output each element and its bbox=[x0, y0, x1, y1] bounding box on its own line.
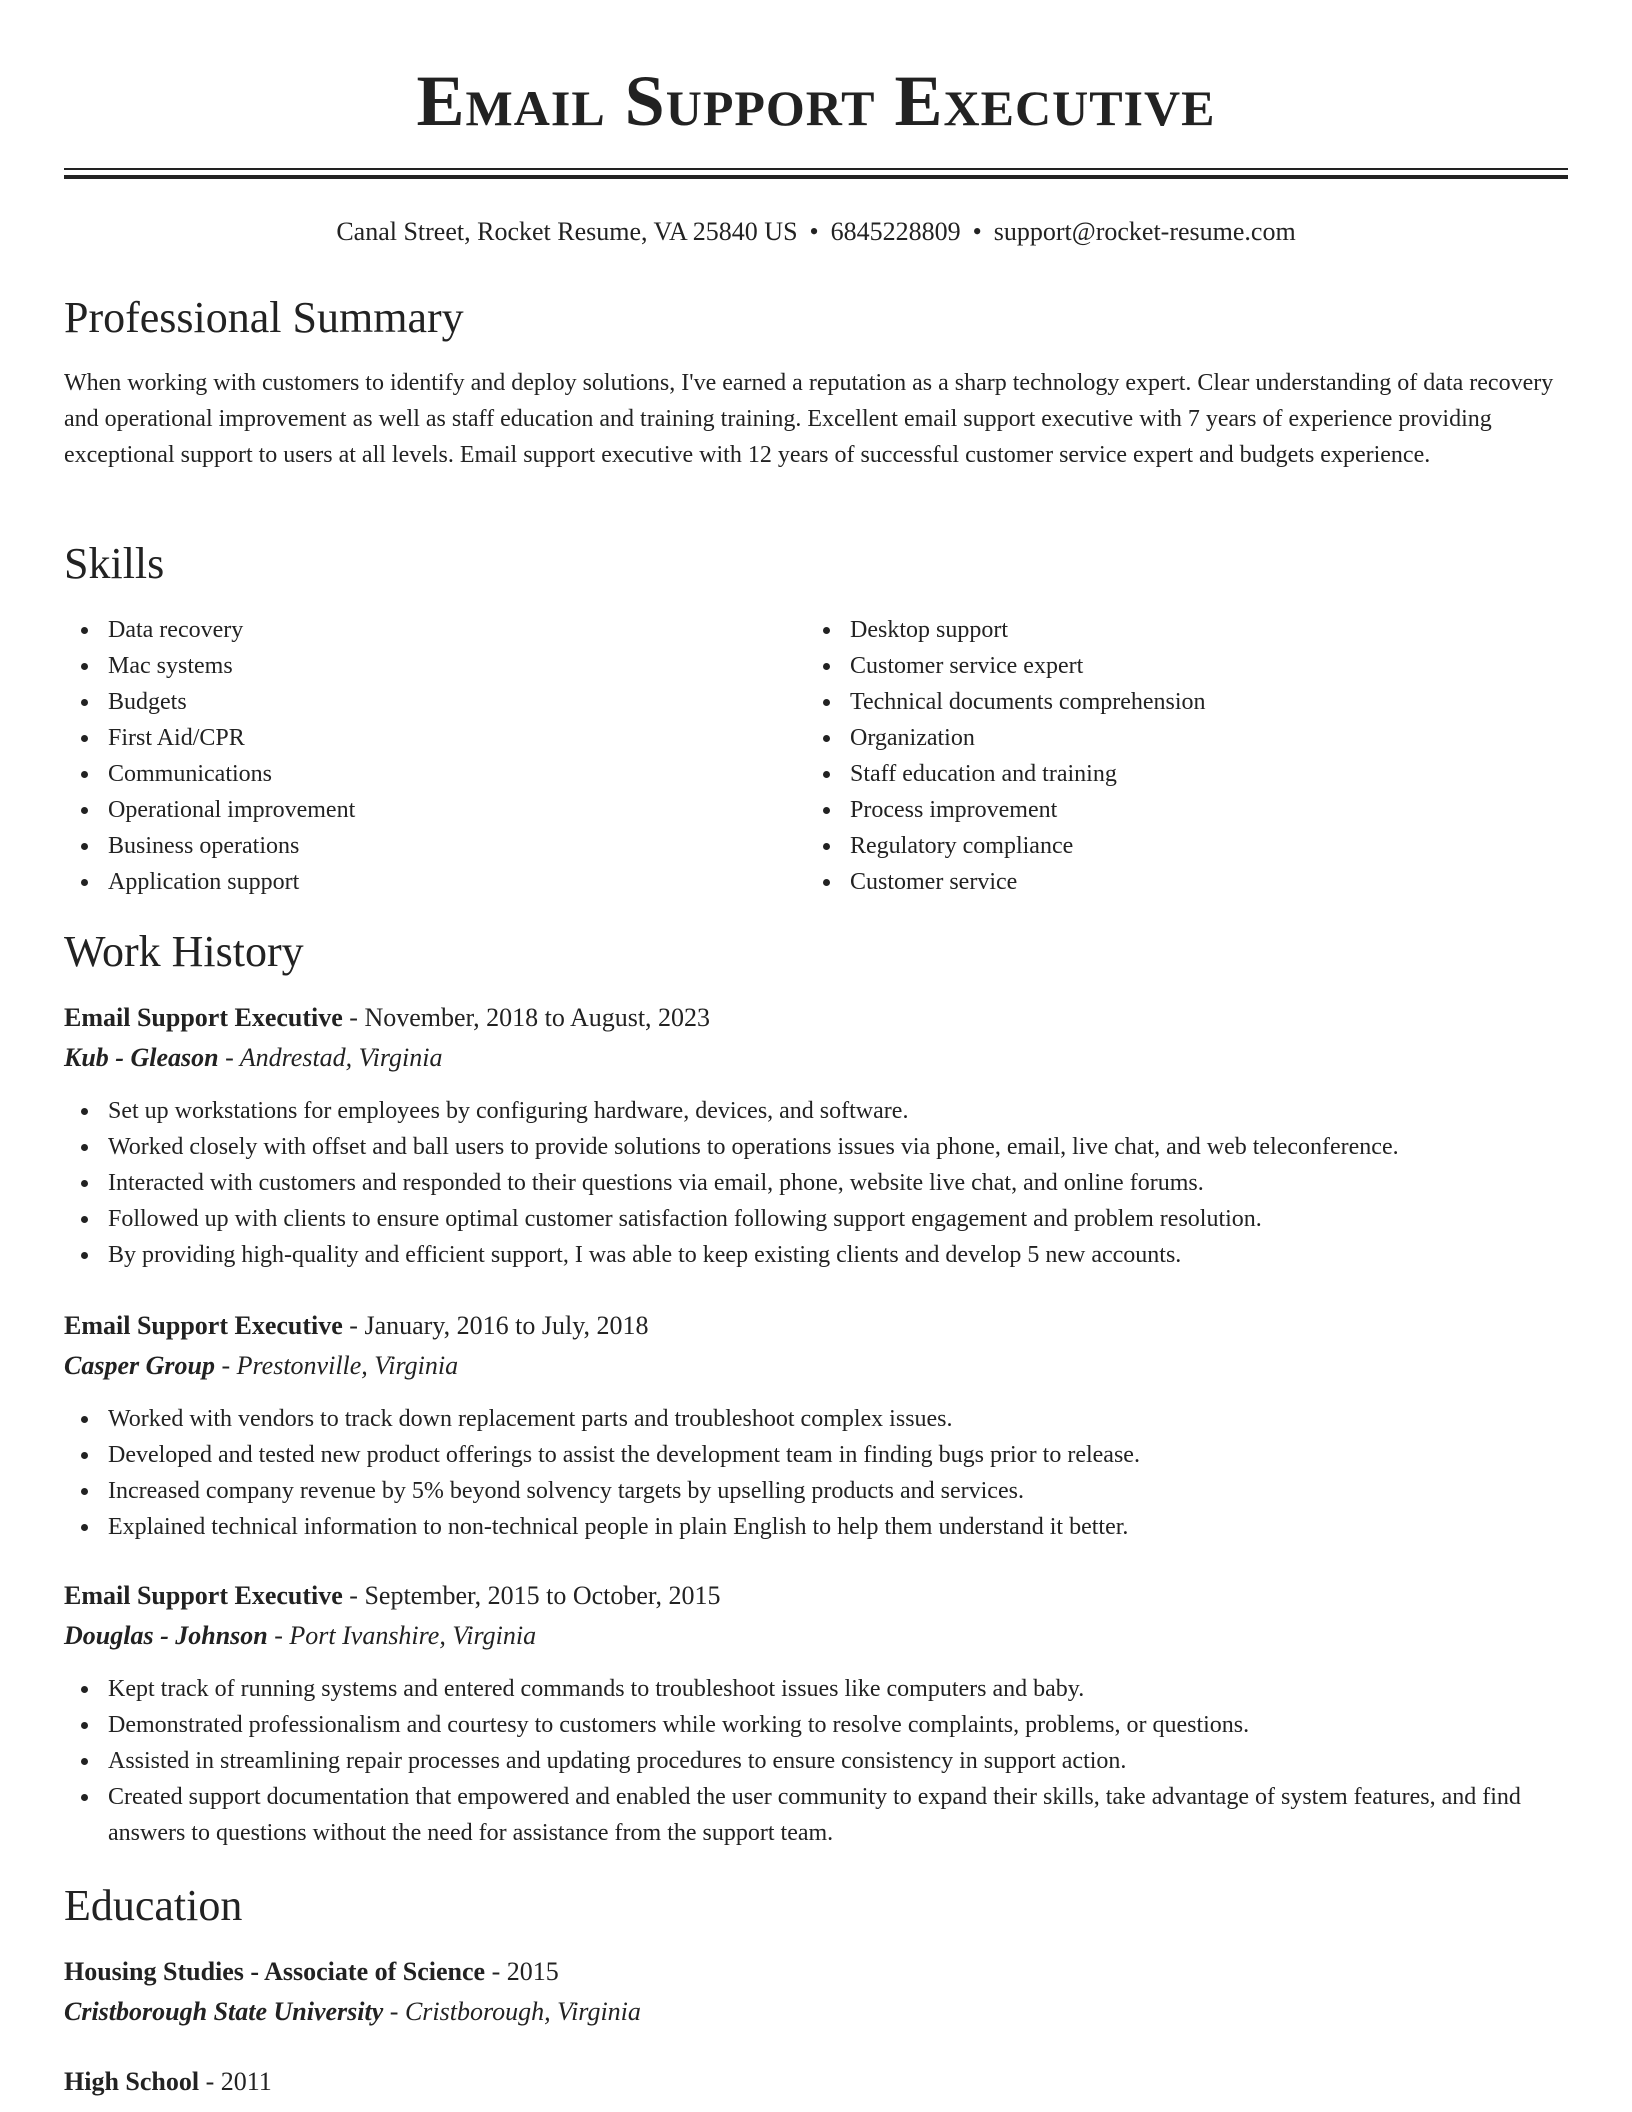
skill-item: Technical documents comprehension bbox=[806, 684, 1566, 720]
section-heading-work-history: Work History bbox=[64, 927, 304, 976]
job-bullet: Explained technical information to non-technical people in plain English to help them understand it better. bbox=[64, 1509, 1568, 1545]
job-bullet: Kept track of running systems and entered commands to troubleshoot issues like computers and baby. bbox=[64, 1671, 1568, 1707]
skill-item: Communications bbox=[64, 756, 764, 792]
job-bullet-list bbox=[64, 1671, 1568, 1851]
education-school: Cristborough State University bbox=[64, 1997, 384, 2026]
summary-text: When working with customers to identify and deploy solutions, I've earned a reputation as a sharp technology expert. Clear understanding of data recovery and operational improvement as well as staff education and training training. Excellent email support executive with 7 years of experience providing exceptional support to users at all levels. Email support executive with 12 years of successful customer service expert and budgets experience. bbox=[64, 370, 1554, 468]
education-degree: High School bbox=[64, 2067, 200, 2096]
company-name: Casper Group bbox=[64, 1351, 215, 1380]
job-title-line bbox=[64, 1576, 721, 1616]
skill-item: Regulatory compliance bbox=[806, 828, 1566, 864]
job-bullet: Interacted with customers and responded to their questions via email, phone, website live chat, and online forums. bbox=[64, 1165, 1568, 1201]
education-year: - 2011 bbox=[199, 2067, 272, 2096]
title-divider-thick bbox=[64, 175, 1568, 179]
skill-item: Mac systems bbox=[64, 648, 764, 684]
section-heading-skills: Skills bbox=[64, 539, 165, 588]
contact-address: Canal Street, Rocket Resume, VA 25840 US bbox=[336, 217, 798, 246]
job-title: Email Support Executive bbox=[64, 1311, 343, 1340]
job-bullet: Followed up with clients to ensure optimal customer satisfaction following support engagement and problem resolution. bbox=[64, 1201, 1568, 1237]
company-line bbox=[64, 1616, 536, 1656]
skill-item: Budgets bbox=[64, 684, 764, 720]
company-location: - Prestonville, Virginia bbox=[214, 1351, 459, 1380]
company-line bbox=[64, 1038, 442, 1078]
skill-item: First Aid/CPR bbox=[64, 720, 764, 756]
job-title: Email Support Executive bbox=[64, 1581, 343, 1610]
skill-item: Operational improvement bbox=[64, 792, 764, 828]
skill-item: Business operations bbox=[64, 828, 764, 864]
contact-line bbox=[0, 212, 1632, 252]
resume-title: Email Support Executive bbox=[416, 61, 1216, 141]
company-location: - Port Ivanshire, Virginia bbox=[267, 1621, 537, 1650]
contact-phone: 6845228809 bbox=[830, 217, 961, 246]
job-dates: - September, 2015 to October, 2015 bbox=[342, 1581, 721, 1610]
education-degree-line bbox=[64, 1952, 559, 1992]
company-name: Douglas - Johnson bbox=[64, 1621, 268, 1650]
job-bullet: Created support documentation that empowered and enabled the user community to expand their skills, take advantage of system features, and find answers to questions without the need for assistance from the support team. bbox=[64, 1779, 1568, 1851]
job-bullet: Increased company revenue by 5% beyond solvency targets by upselling products and services. bbox=[64, 1473, 1568, 1509]
title-divider-thin bbox=[64, 168, 1568, 170]
job-bullet-list bbox=[64, 1093, 1568, 1273]
job-bullet: Developed and tested new product offerings to assist the development team in finding bugs prior to release. bbox=[64, 1437, 1568, 1473]
job-bullet: Set up workstations for employees by configuring hardware, devices, and software. bbox=[64, 1093, 1568, 1129]
education-year: - 2015 bbox=[485, 1957, 559, 1986]
section-heading-summary: Professional Summary bbox=[64, 293, 464, 342]
job-bullet: Worked closely with offset and ball users to provide solutions to operations issues via phone, email, live chat, and web teleconference. bbox=[64, 1129, 1568, 1165]
education-school-line bbox=[64, 1992, 641, 2032]
contact-email: support@rocket-resume.com bbox=[993, 217, 1296, 246]
education-location: - Cristborough, Virginia bbox=[383, 1997, 641, 2026]
skill-item: Application support bbox=[64, 864, 764, 900]
job-title: Email Support Executive bbox=[64, 1003, 343, 1032]
company-line bbox=[64, 1346, 458, 1386]
job-bullet-list bbox=[64, 1401, 1568, 1545]
job-bullet: Assisted in streamlining repair processes and updating procedures to ensure consistency in support action. bbox=[64, 1743, 1568, 1779]
job-title-line bbox=[64, 1306, 649, 1346]
job-dates: - January, 2016 to July, 2018 bbox=[342, 1311, 649, 1340]
company-name: Kub - Gleason bbox=[64, 1043, 219, 1072]
skills-list-left bbox=[64, 612, 764, 900]
skills-list-right bbox=[806, 612, 1566, 900]
education-degree-line bbox=[64, 2062, 272, 2102]
job-dates: - November, 2018 to August, 2023 bbox=[342, 1003, 711, 1032]
skill-item: Desktop support bbox=[806, 612, 1566, 648]
section-heading-education: Education bbox=[64, 1881, 243, 1930]
job-bullet: By providing high-quality and efficient support, I was able to keep existing clients and develop 5 new accounts. bbox=[64, 1237, 1568, 1273]
contact-separator: • bbox=[809, 217, 819, 246]
skill-item: Customer service expert bbox=[806, 648, 1566, 684]
skill-item: Staff education and training bbox=[806, 756, 1566, 792]
skill-item: Data recovery bbox=[64, 612, 764, 648]
skill-item: Customer service bbox=[806, 864, 1566, 900]
job-bullet: Demonstrated professionalism and courtesy to customers while working to resolve complaints, problems, or questions. bbox=[64, 1707, 1568, 1743]
contact-separator: • bbox=[972, 217, 982, 246]
company-location: - Andrestad, Virginia bbox=[218, 1043, 443, 1072]
job-title-line bbox=[64, 998, 710, 1038]
job-bullet: Worked with vendors to track down replacement parts and troubleshoot complex issues. bbox=[64, 1401, 1568, 1437]
skill-item: Organization bbox=[806, 720, 1566, 756]
education-degree: Housing Studies - Associate of Science bbox=[64, 1957, 486, 1986]
skill-item: Process improvement bbox=[806, 792, 1566, 828]
